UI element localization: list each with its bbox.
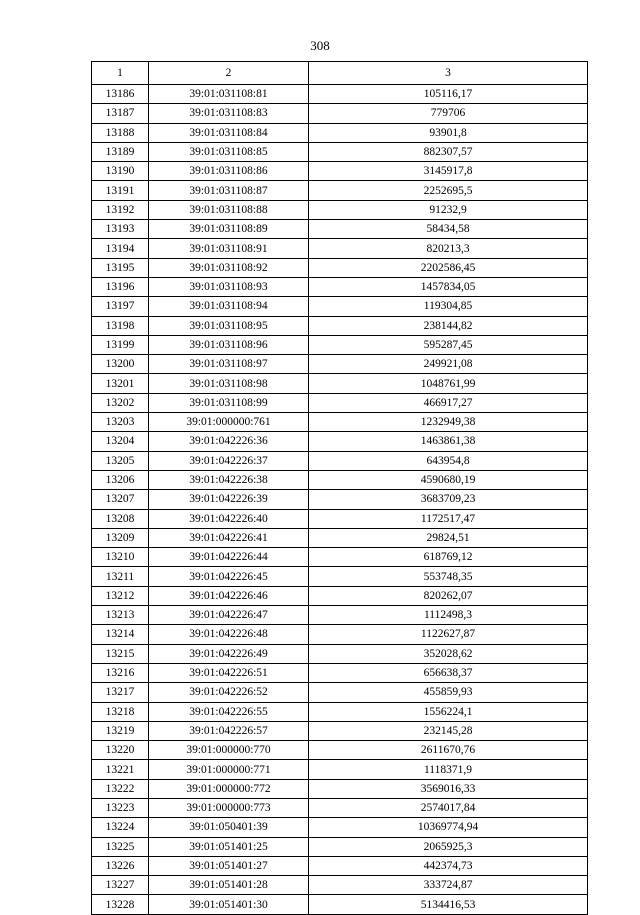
table-row	[92, 85, 588, 104]
value-cell: 29824,51	[309, 528, 588, 547]
value-cell: 656638,37	[309, 663, 588, 682]
row-number-cell: 13187	[92, 104, 149, 123]
value-cell: 1112498,3	[309, 606, 588, 625]
value-cell: 455859,93	[309, 683, 588, 702]
cadastral-number-cell: 39:01:042226:44	[149, 548, 309, 567]
column-header-1: 1	[92, 62, 149, 85]
cadastral-number-cell: 39:01:000000:771	[149, 760, 309, 779]
cadastral-number-cell: 39:01:042226:41	[149, 528, 309, 547]
value-cell: 119304,85	[309, 297, 588, 316]
cadastral-number-cell: 39:01:000000:772	[149, 779, 309, 798]
table-row	[92, 760, 588, 779]
cadastral-number-cell: 39:01:031108:88	[149, 200, 309, 219]
table-row	[92, 316, 588, 335]
row-number-cell: 13190	[92, 162, 149, 181]
cadastral-number-cell: 39:01:031108:98	[149, 374, 309, 393]
row-number-cell: 13201	[92, 374, 149, 393]
cadastral-number-cell: 39:01:031108:93	[149, 277, 309, 296]
table-row	[92, 606, 588, 625]
value-cell: 1118371,9	[309, 760, 588, 779]
row-number-cell: 13198	[92, 316, 149, 335]
table-row	[92, 335, 588, 354]
value-cell: 238144,82	[309, 316, 588, 335]
cadastral-number-cell: 39:01:042226:55	[149, 702, 309, 721]
cadastral-number-cell: 39:01:050401:39	[149, 818, 309, 837]
value-cell: 466917,27	[309, 393, 588, 412]
table-row	[92, 374, 588, 393]
value-cell: 2252695,5	[309, 181, 588, 200]
row-number-cell: 13222	[92, 779, 149, 798]
cadastral-number-cell: 39:01:042226:37	[149, 451, 309, 470]
value-cell: 91232,9	[309, 200, 588, 219]
row-number-cell: 13216	[92, 663, 149, 682]
cadastral-number-cell: 39:01:031108:89	[149, 220, 309, 239]
cadastral-number-cell: 39:01:000000:761	[149, 413, 309, 432]
cadastral-number-cell: 39:01:051401:25	[149, 837, 309, 856]
value-cell: 93901,8	[309, 123, 588, 142]
row-number-cell: 13217	[92, 683, 149, 702]
table-row	[92, 837, 588, 856]
row-number-cell: 13202	[92, 393, 149, 412]
value-cell: 779706	[309, 104, 588, 123]
cadastral-number-cell: 39:01:031108:81	[149, 85, 309, 104]
row-number-cell: 13204	[92, 432, 149, 451]
row-number-cell: 13212	[92, 586, 149, 605]
table-row	[92, 123, 588, 142]
table-row	[92, 567, 588, 586]
cadastral-number-cell: 39:01:051401:30	[149, 895, 309, 914]
value-cell: 1172517,47	[309, 509, 588, 528]
cadastral-number-cell: 39:01:042226:52	[149, 683, 309, 702]
row-number-cell: 13218	[92, 702, 149, 721]
row-number-cell: 13200	[92, 355, 149, 374]
cadastral-number-cell: 39:01:042226:45	[149, 567, 309, 586]
value-cell: 333724,87	[309, 876, 588, 895]
cadastral-number-cell: 39:01:042226:57	[149, 721, 309, 740]
row-number-cell: 13193	[92, 220, 149, 239]
table-row	[92, 162, 588, 181]
row-number-cell: 13206	[92, 470, 149, 489]
table-row	[92, 220, 588, 239]
row-number-cell: 13209	[92, 528, 149, 547]
table-row	[92, 721, 588, 740]
value-cell: 1556224,1	[309, 702, 588, 721]
row-number-cell: 13221	[92, 760, 149, 779]
cadastral-number-cell: 39:01:051401:27	[149, 856, 309, 875]
row-number-cell: 13226	[92, 856, 149, 875]
table-row	[92, 625, 588, 644]
value-cell: 249921,08	[309, 355, 588, 374]
table-row	[92, 432, 588, 451]
table-row	[92, 856, 588, 875]
table-row	[92, 876, 588, 895]
column-header-3: 3	[309, 62, 588, 85]
value-cell: 1232949,38	[309, 413, 588, 432]
value-cell: 442374,73	[309, 856, 588, 875]
table-row	[92, 181, 588, 200]
value-cell: 3569016,33	[309, 779, 588, 798]
value-cell: 820262,07	[309, 586, 588, 605]
cadastral-number-cell: 39:01:042226:46	[149, 586, 309, 605]
row-number-cell: 13205	[92, 451, 149, 470]
cadastral-number-cell: 39:01:031108:96	[149, 335, 309, 354]
row-number-cell: 13196	[92, 277, 149, 296]
row-number-cell: 13219	[92, 721, 149, 740]
value-cell: 1048761,99	[309, 374, 588, 393]
value-cell: 643954,8	[309, 451, 588, 470]
value-cell: 2202586,45	[309, 258, 588, 277]
cadastral-number-cell: 39:01:042226:49	[149, 644, 309, 663]
cadastral-number-cell: 39:01:031108:85	[149, 142, 309, 161]
value-cell: 3145917,8	[309, 162, 588, 181]
cadastral-number-cell: 39:01:042226:48	[149, 625, 309, 644]
value-cell: 2065925,3	[309, 837, 588, 856]
cadastral-number-cell: 39:01:000000:770	[149, 741, 309, 760]
table-row	[92, 818, 588, 837]
table-header-row	[92, 62, 588, 85]
table-header	[92, 62, 588, 85]
table-row	[92, 104, 588, 123]
table-body	[92, 85, 588, 915]
cadastral-number-cell: 39:01:031108:84	[149, 123, 309, 142]
value-cell: 1463861,38	[309, 432, 588, 451]
value-cell: 1457834,05	[309, 277, 588, 296]
table-row	[92, 413, 588, 432]
value-cell: 1122627,87	[309, 625, 588, 644]
row-number-cell: 13207	[92, 490, 149, 509]
row-number-cell: 13208	[92, 509, 149, 528]
value-cell: 882307,57	[309, 142, 588, 161]
row-number-cell: 13203	[92, 413, 149, 432]
row-number-cell: 13228	[92, 895, 149, 914]
table-row	[92, 239, 588, 258]
table-row	[92, 741, 588, 760]
cadastral-number-cell: 39:01:031108:94	[149, 297, 309, 316]
row-number-cell: 13214	[92, 625, 149, 644]
cadastral-number-cell: 39:01:031108:91	[149, 239, 309, 258]
table-row	[92, 798, 588, 817]
table-row	[92, 277, 588, 296]
value-cell: 3683709,23	[309, 490, 588, 509]
row-number-cell: 13215	[92, 644, 149, 663]
row-number-cell: 13199	[92, 335, 149, 354]
row-number-cell: 13195	[92, 258, 149, 277]
value-cell: 618769,12	[309, 548, 588, 567]
table-row	[92, 644, 588, 663]
cadastral-number-cell: 39:01:031108:97	[149, 355, 309, 374]
table-row	[92, 258, 588, 277]
row-number-cell: 13223	[92, 798, 149, 817]
row-number-cell: 13197	[92, 297, 149, 316]
table-row	[92, 683, 588, 702]
table-row	[92, 355, 588, 374]
cadastral-number-cell: 39:01:031108:83	[149, 104, 309, 123]
row-number-cell: 13191	[92, 181, 149, 200]
table-row	[92, 528, 588, 547]
cadastral-number-cell: 39:01:031108:99	[149, 393, 309, 412]
row-number-cell: 13211	[92, 567, 149, 586]
table-row	[92, 142, 588, 161]
value-cell: 10369774,94	[309, 818, 588, 837]
cadastral-number-cell: 39:01:031108:87	[149, 181, 309, 200]
table-row	[92, 470, 588, 489]
cadastral-number-cell: 39:01:042226:47	[149, 606, 309, 625]
table-row	[92, 200, 588, 219]
value-cell: 105116,17	[309, 85, 588, 104]
table-row	[92, 779, 588, 798]
row-number-cell: 13189	[92, 142, 149, 161]
row-number-cell: 13213	[92, 606, 149, 625]
cadastral-number-cell: 39:01:051401:28	[149, 876, 309, 895]
value-cell: 58434,58	[309, 220, 588, 239]
cadastral-number-cell: 39:01:042226:38	[149, 470, 309, 489]
row-number-cell: 13227	[92, 876, 149, 895]
value-cell: 2611670,76	[309, 741, 588, 760]
value-cell: 232145,28	[309, 721, 588, 740]
row-number-cell: 13194	[92, 239, 149, 258]
cadastral-number-cell: 39:01:042226:36	[149, 432, 309, 451]
row-number-cell: 13192	[92, 200, 149, 219]
row-number-cell: 13220	[92, 741, 149, 760]
value-cell: 595287,45	[309, 335, 588, 354]
table-row	[92, 297, 588, 316]
row-number-cell: 13186	[92, 85, 149, 104]
value-cell: 2574017,84	[309, 798, 588, 817]
table-row	[92, 451, 588, 470]
table-row	[92, 663, 588, 682]
cadastral-number-cell: 39:01:000000:773	[149, 798, 309, 817]
value-cell: 4590680,19	[309, 470, 588, 489]
cadastral-number-cell: 39:01:042226:51	[149, 663, 309, 682]
table-row	[92, 509, 588, 528]
row-number-cell: 13188	[92, 123, 149, 142]
value-cell: 352028,62	[309, 644, 588, 663]
row-number-cell: 13224	[92, 818, 149, 837]
cadastral-number-cell: 39:01:031108:95	[149, 316, 309, 335]
table-row	[92, 586, 588, 605]
cadastral-number-cell: 39:01:031108:92	[149, 258, 309, 277]
table-row	[92, 393, 588, 412]
column-header-2: 2	[149, 62, 309, 85]
value-cell: 820213,3	[309, 239, 588, 258]
value-cell: 553748,35	[309, 567, 588, 586]
page-number: 308	[310, 38, 330, 53]
value-cell: 5134416,53	[309, 895, 588, 914]
row-number-cell: 13225	[92, 837, 149, 856]
table-row	[92, 702, 588, 721]
table-row	[92, 548, 588, 567]
cadastral-number-cell: 39:01:031108:86	[149, 162, 309, 181]
row-number-cell: 13210	[92, 548, 149, 567]
cadastral-number-cell: 39:01:042226:40	[149, 509, 309, 528]
data-table	[91, 61, 588, 915]
cadastral-number-cell: 39:01:042226:39	[149, 490, 309, 509]
table-row	[92, 490, 588, 509]
